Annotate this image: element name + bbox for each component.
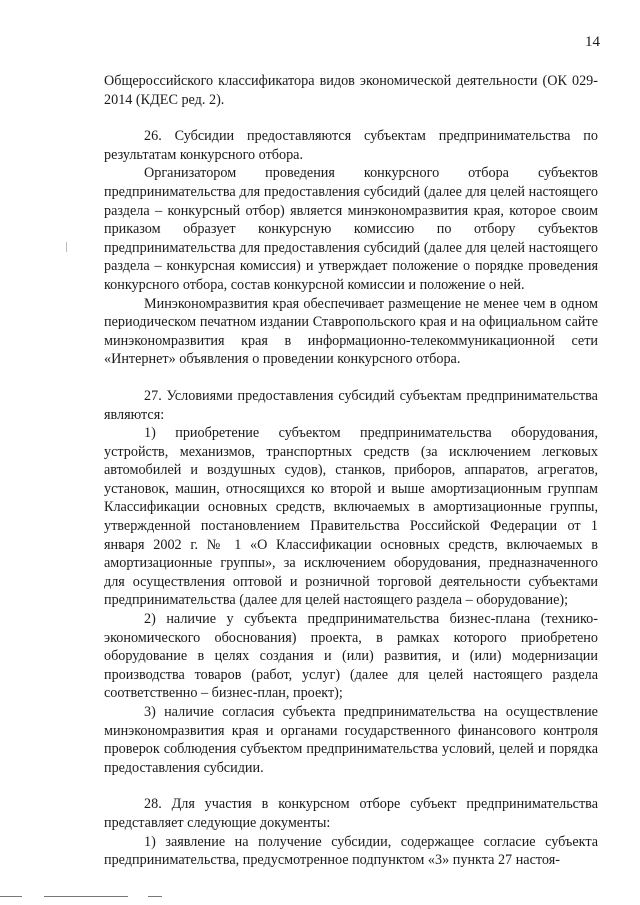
paragraph-26-publication: Минэкономразвития края обеспечивает размещение не менее чем в одном периодическом печатном издании Ставропольского края и на официальном сайте минэкономразвития края в информационно-телекоммуникационной сети «Интернет» объявления о проведении конкурсного отбора. [104,295,598,368]
paragraph-26: 26. Субсидии предоставляются субъектам предпринимательства по результатам конкурсного отбора. [104,128,598,163]
footer-rule-segment [0,896,22,897]
paragraph-27-item-1: 1) приобретение субъектом предпринимательства оборудования, устройств, механизмов, транспортных средств (за исключением легковых автомобилей и воздушных судов), станков, приборов, аппаратов, агрегатов, установок, машин, относящихся ко второй и выше амортизационным группам Классификации основных средств, включаемых в амортизационные группы, утвержденной постановлением Правительства Российской Федерации от 1 января 2002 г. № 1 «О Классификации основных средств, включаемых в амортизационные группы», за исключением оборудования, предназначенного для осуществления оптовой и розничной торговой деятельности субъектами предпринимательства (далее для целей настоящего раздела – оборудование); [104,425,598,609]
paragraph-27: 27. Условиями предоставления субсидий субъектам предпринимательства являются: [104,387,598,423]
paragraph-26-organizer: Организатором проведения конкурсного отбора субъектов предпринимательства для предоставления субсидий (далее для целей настоящего раздела – конкурсный отбор) является минэкономразвития края, которое своим приказом образует конкурсную комиссию по отбору субъектов предпринимательства для предоставления субсидий (далее для целей настоящего раздела – конкурсная комиссия) и утверждает положение о порядке проведения конкурсного отбора, состав конкурсной комиссии и положение о ней. [104,165,598,293]
margin-mark [66,242,67,252]
page-number: 14 [585,34,600,50]
document-body [104,72,598,870]
paragraph-27-item-3: 3) наличие согласия субъекта предпринимательства на осуществление минэкономразвития края и органами государственного финансового контроля проверок соблюдения субъектом предпринимательства условий, целей и порядка предоставления субсидии. [104,704,598,776]
paragraph-28-item-1: 1) заявление на получение субсидии, содержащее согласие субъекта предпринимательства, предусмотренное подпунктом «3» пункта 27 настоя- [104,833,598,869]
footer-rule-segment [148,896,162,897]
paragraph-27-item-2: 2) наличие у субъекта предпринимательства бизнес-плана (технико-экономического обоснования) проекта, в рамках которого приобретено оборудование в целях создания и (или) развития, и (или) модернизации производства товаров (работ, услуг) (далее для целей настоящего раздела соответственно – бизнес-план, проект); [104,611,598,702]
footer-rule-segment [44,896,128,897]
paragraph-classifier-continuation: Общероссийского классификатора видов экономической деятельности (ОК 029-2014 (КДЕС ред. 2). [104,73,598,108]
paragraph-28: 28. Для участия в конкурсном отборе субъект предпринимательства представляет следующие документы: [104,796,598,831]
